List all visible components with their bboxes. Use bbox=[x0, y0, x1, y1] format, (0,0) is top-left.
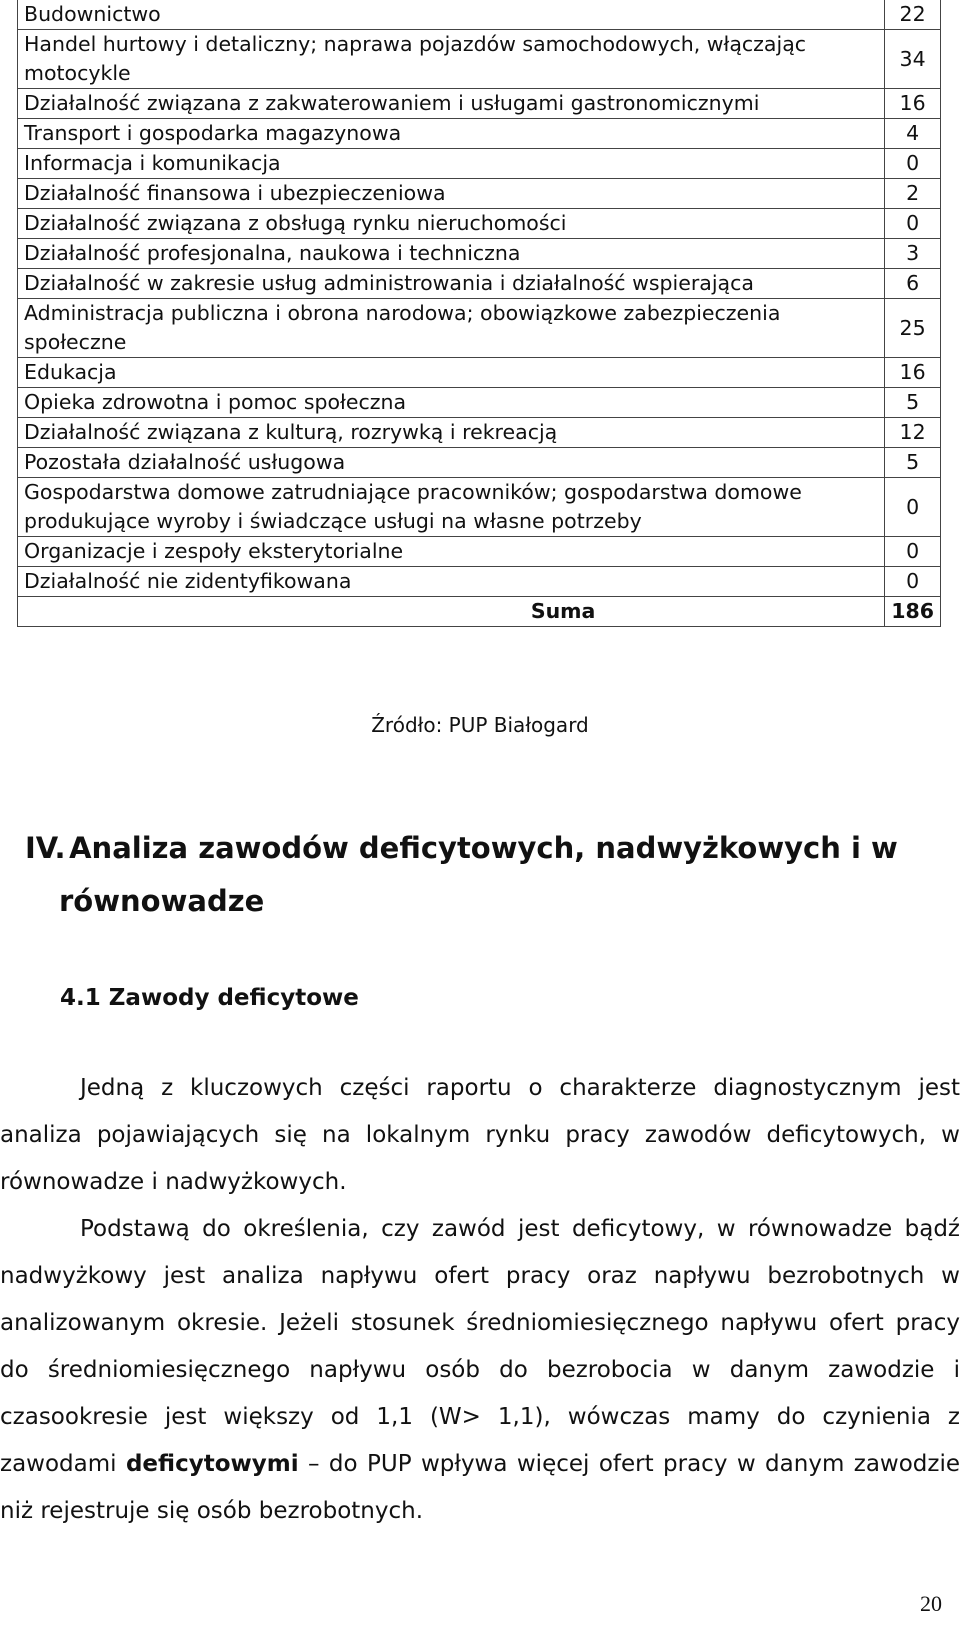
subsection-heading: 4.1 Zawody deficytowe bbox=[60, 985, 359, 1011]
table-row bbox=[18, 418, 941, 448]
section-title-line1: Analiza zawodów deficytowych, nadwyżkowych i w bbox=[69, 831, 898, 865]
sum-label: Suma bbox=[18, 597, 885, 627]
row-value: 16 bbox=[885, 89, 941, 119]
paragraph-2-bold: deficytowymi bbox=[125, 1451, 299, 1477]
row-category: Transport i gospodarka magazynowa bbox=[18, 119, 885, 149]
row-value: 0 bbox=[885, 478, 941, 537]
row-value: 0 bbox=[885, 149, 941, 179]
table-row bbox=[18, 299, 941, 358]
row-category: Gospodarstwa domowe zatrudniające pracowników; gospodarstwa domowe produkujące wyroby i świadczące usługi na własne potrzeby bbox=[18, 478, 885, 537]
row-value: 0 bbox=[885, 537, 941, 567]
paragraph-1: Jedną z kluczowych części raportu o charakterze diagnostycznym jest analiza pojawiających się na lokalnym rynku pracy zawodów deficytowych, w równowadze i nadwyżkowych. bbox=[0, 1075, 960, 1195]
row-value: 34 bbox=[885, 30, 941, 89]
row-value: 0 bbox=[885, 209, 941, 239]
row-category: Działalność finansowa i ubezpieczeniowa bbox=[18, 179, 885, 209]
table-row bbox=[18, 119, 941, 149]
row-value: 6 bbox=[885, 269, 941, 299]
table-row bbox=[18, 448, 941, 478]
row-category: Działalność związana z obsługą rynku nieruchomości bbox=[18, 209, 885, 239]
table-row bbox=[18, 269, 941, 299]
table-row bbox=[18, 30, 941, 89]
row-value: 12 bbox=[885, 418, 941, 448]
row-value: 22 bbox=[885, 0, 941, 30]
table-row bbox=[18, 179, 941, 209]
row-category: Administracja publiczna i obrona narodowa; obowiązkowe zabezpieczenia społeczne bbox=[18, 299, 885, 358]
table-row bbox=[18, 239, 941, 269]
row-value: 4 bbox=[885, 119, 941, 149]
table-row bbox=[18, 537, 941, 567]
table-row bbox=[18, 358, 941, 388]
row-value: 25 bbox=[885, 299, 941, 358]
row-category: Edukacja bbox=[18, 358, 885, 388]
paragraph-2-text-b: – do PUP wpływa więcej ofert pracy w danym zawodzie niż rejestruje się osób bezrobotnych. bbox=[0, 1451, 960, 1524]
row-value: 5 bbox=[885, 448, 941, 478]
row-category: Pozostała działalność usługowa bbox=[18, 448, 885, 478]
industry-table bbox=[17, 0, 941, 627]
table-row bbox=[18, 478, 941, 537]
section-heading bbox=[25, 822, 925, 928]
row-category: Budownictwo bbox=[18, 0, 885, 30]
section-number: IV. bbox=[25, 831, 66, 865]
table-source: Źródło: PUP Białogard bbox=[371, 713, 589, 737]
paragraph-2 bbox=[0, 1206, 960, 1535]
table-row bbox=[18, 0, 941, 30]
page-number: 20 bbox=[920, 1591, 942, 1616]
table-sum-row bbox=[18, 597, 941, 627]
row-category: Działalność związana z zakwaterowaniem i usługami gastronomicznymi bbox=[18, 89, 885, 119]
row-category: Opieka zdrowotna i pomoc społeczna bbox=[18, 388, 885, 418]
row-value: 2 bbox=[885, 179, 941, 209]
row-category: Organizacje i zespoły eksterytorialne bbox=[18, 537, 885, 567]
paragraph-2-text-a: Podstawą do określenia, czy zawód jest deficytowy, w równowadze bądź nadwyżkowy jest analiza napływu ofert pracy oraz napływu bezrobotnych w analizowanym okresie. Jeżeli stosunek średniomiesięcznego napływu ofert pracy do średniomiesięcznego napływu osób do bezrobocia w danym zawodzie i czasookresie jest większy od 1,1 (W> 1,1), wówczas mamy do czynienia z zawodami bbox=[0, 1216, 960, 1477]
table-row bbox=[18, 388, 941, 418]
table-row bbox=[18, 149, 941, 179]
row-category: Działalność w zakresie usług administrowania i działalność wspierająca bbox=[18, 269, 885, 299]
row-category: Działalność nie zidentyfikowana bbox=[18, 567, 885, 597]
row-value: 3 bbox=[885, 239, 941, 269]
row-category: Działalność związana z kulturą, rozrywką i rekreacją bbox=[18, 418, 885, 448]
table-row bbox=[18, 89, 941, 119]
row-category: Działalność profesjonalna, naukowa i techniczna bbox=[18, 239, 885, 269]
body-text bbox=[0, 1065, 960, 1535]
section-title-line2: równowadze bbox=[59, 884, 265, 918]
row-category: Handel hurtowy i detaliczny; naprawa pojazdów samochodowych, włączając motocykle bbox=[18, 30, 885, 89]
row-value: 5 bbox=[885, 388, 941, 418]
table-row bbox=[18, 209, 941, 239]
table-row bbox=[18, 567, 941, 597]
row-value: 16 bbox=[885, 358, 941, 388]
sum-value: 186 bbox=[885, 597, 941, 627]
row-value: 0 bbox=[885, 567, 941, 597]
row-category: Informacja i komunikacja bbox=[18, 149, 885, 179]
